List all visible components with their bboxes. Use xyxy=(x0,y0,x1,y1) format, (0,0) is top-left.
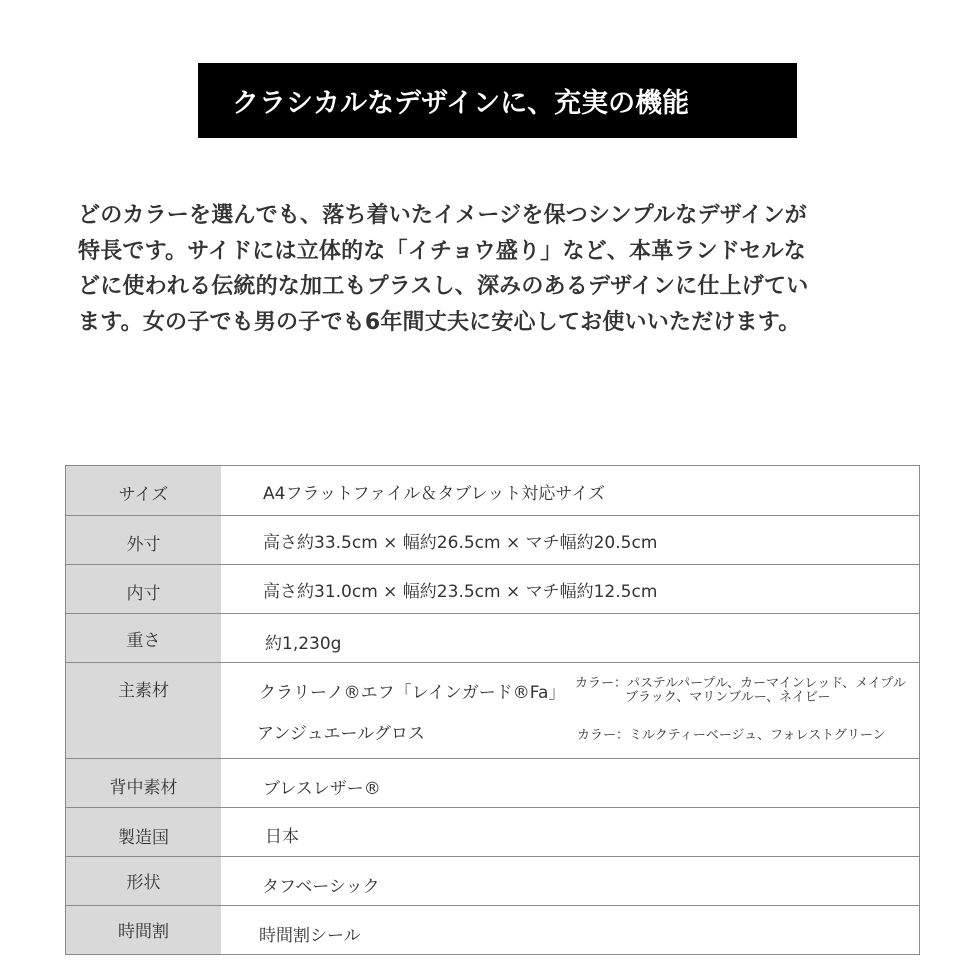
spec-row-inner xyxy=(66,564,919,613)
material-name-1: クラリーノ®エフ「レインガード®Fa」 xyxy=(259,683,566,703)
intro-line-3: どに使われる伝統的な加工もプラスし、深みのあるデザインに仕上げてい xyxy=(78,274,809,299)
spec-label-cell xyxy=(66,906,221,954)
spec-row-timetable xyxy=(66,905,919,954)
spec-label-outer: 外寸 xyxy=(126,535,161,555)
spec-label-country: 製造国 xyxy=(118,828,169,848)
spec-value-country: 日本 xyxy=(265,827,299,847)
spec-label-cell xyxy=(66,565,221,613)
material-colors-1-line-1: カラー：パステルパープル、カーマインレッド、メイプル xyxy=(575,676,906,691)
spec-label-timetable: 時間割 xyxy=(118,922,169,942)
material-name-2: アンジュエールグロス xyxy=(257,724,425,744)
spec-label-cell xyxy=(66,466,221,515)
intro-line-2: 特長です。サイドには立体的な「イチョウ盛り」など、本革ランドセルな xyxy=(78,238,806,264)
spec-value-outer: 高さ約33.5cm × 幅約26.5cm × マチ幅約20.5cm xyxy=(263,533,658,553)
intro-paragraph xyxy=(78,198,908,340)
heading-banner xyxy=(198,63,797,138)
spec-row-outer xyxy=(66,515,919,564)
spec-row-weight xyxy=(66,613,919,662)
spec-label-inner: 内寸 xyxy=(126,584,161,604)
spec-label-cell xyxy=(66,516,221,564)
spec-value-weight: 約1,230g xyxy=(265,634,342,654)
spec-value-shape: タフベーシック xyxy=(262,877,380,897)
spec-label-shape: 形状 xyxy=(126,873,161,893)
material-colors-2: カラー：ミルクティーベージュ、フォレストグリーン xyxy=(577,728,886,743)
spec-value-size: A4フラットファイル＆タブレット対応サイズ xyxy=(263,484,606,504)
spec-label-material: 主素材 xyxy=(118,681,169,701)
intro-line-4: ます。女の子でも男の子でも6年間丈夫に安心してお使いいただけます。 xyxy=(78,309,801,335)
spec-value-inner: 高さ約31.0cm × 幅約23.5cm × マチ幅約12.5cm xyxy=(263,582,658,602)
spec-label-cell xyxy=(66,808,221,856)
spec-label-size: サイズ xyxy=(118,485,169,505)
material-colors-1-line-2: ブラック、マリンブルー、ネイビー xyxy=(625,690,831,705)
spec-label-cell xyxy=(66,663,221,758)
spec-row-back xyxy=(66,758,919,807)
spec-table xyxy=(65,465,920,955)
spec-row-material xyxy=(66,662,919,758)
spec-label-weight: 重さ xyxy=(126,631,161,651)
spec-label-back: 背中素材 xyxy=(109,778,178,798)
intro-line-1: どのカラーを選んでも、落ち着いたイメージを保つシンプルなデザインが xyxy=(78,203,807,228)
spec-row-country xyxy=(66,807,919,856)
spec-row-size xyxy=(66,466,919,515)
spec-value-back: ブレスレザー® xyxy=(263,779,381,799)
spec-label-cell xyxy=(66,759,221,807)
heading-title: クラシカルなデザインに、充実の機能 xyxy=(232,88,690,119)
spec-label-cell xyxy=(66,857,221,905)
spec-label-cell xyxy=(66,614,221,662)
spec-value-timetable: 時間割シール xyxy=(259,926,361,946)
spec-row-shape xyxy=(66,856,919,905)
